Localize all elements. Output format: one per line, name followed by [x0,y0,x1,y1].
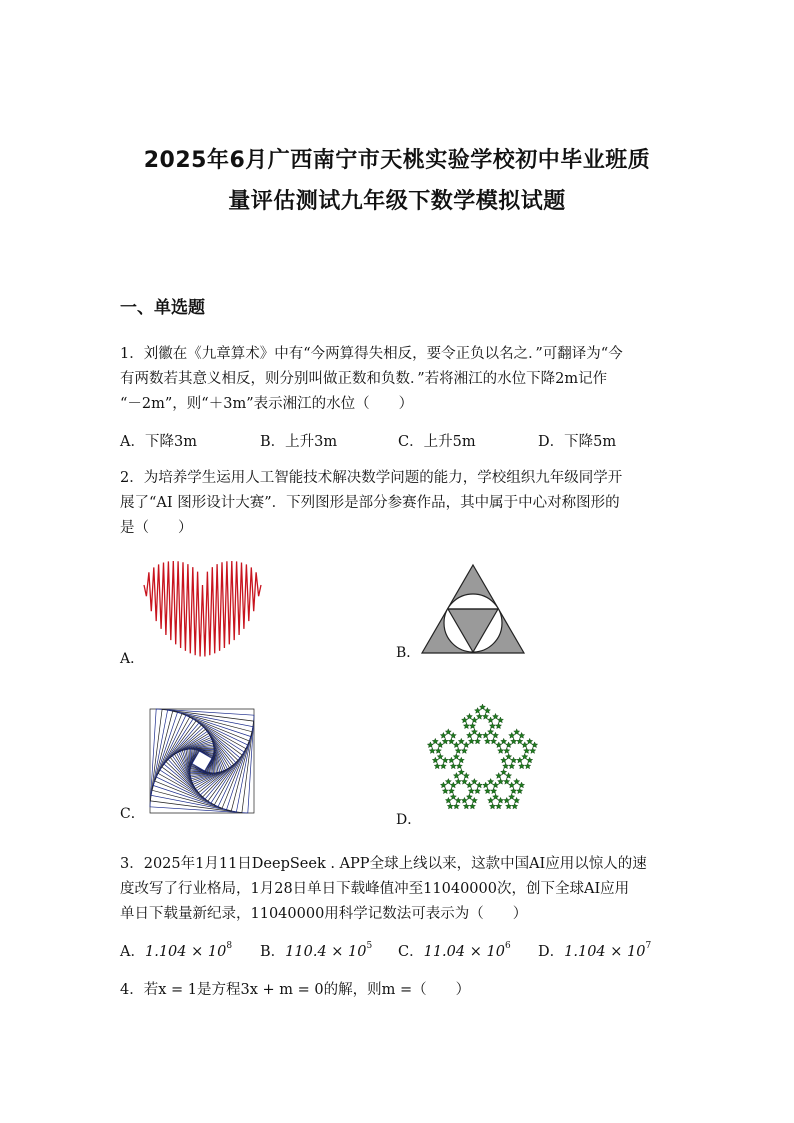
q1-line2: 有两数若其意义相反，则分别叫做正数和负数．”若将湘江的水位下降2m记作 [120,371,608,387]
q1-line1: 1．刘徽在《九章算术》中有“今两算得失相反，要令正负以名之．”可翻译为“今 [120,346,623,362]
q3-line1: 3．2025年1月11日DeepSeek . APP全球上线以来，这款中国AI应用以惊人的速 [120,856,647,872]
q1-line3: “－2m”，则“＋3m”表示湘江的水位（ ） [120,396,414,412]
figure-c-whirl-square [148,707,256,815]
figure-d-pentaflake [420,700,545,820]
doc-title-line2: 量评估测试九年级下数学模拟试题 [228,189,566,214]
q3-line2: 度改写了行业格局，1月28日单日下载峰值冲至11040000次，创下全球AI应用 [120,881,630,897]
q3-line3: 单日下载量新纪录，11040000用科学记数法可表示为（ ） [120,906,528,922]
figure-a-heart [140,555,265,663]
q3-option-c: C．$11.04 \times 10^6$ [398,941,511,960]
section-heading: 一、单选题 [120,298,205,318]
figure-d-label: D． [396,812,422,828]
q2-line1: 2．为培养学生运用人工智能技术解决数学问题的能力，学校组织九年级同学开 [120,470,623,486]
q2-line2: 展了“AI 图形设计大赛”．下列图形是部分参赛作品，其中属于中心对称图形的 [120,495,620,511]
q1-option-b: B．上升3m [260,434,338,450]
q4-line1: 4．若x = 1是方程3x + m = 0的解，则m =（ ） [120,982,471,998]
q1-option-d: D．下降5m [538,434,617,450]
q3-option-b: B．$110.4 \times 10^5$ [260,941,373,960]
q2-line3: 是（ ） [120,520,193,536]
q1-option-c: C．上升5m [398,434,476,450]
figure-c-label: C． [120,806,145,822]
figure-b-triangle-circle [420,563,526,655]
q3-option-a: A．$1.104 \times 10^8$ [120,941,233,960]
figure-a-label: A． [120,651,145,667]
doc-title-line1: 2025年6月广西南宁市天桃实验学校初中毕业班质 [143,148,651,173]
q3-option-d: D．$1.104 \times 10^7$ [538,941,652,960]
figure-b-label: B． [396,645,421,661]
q1-option-a: A．下降3m [120,434,197,450]
